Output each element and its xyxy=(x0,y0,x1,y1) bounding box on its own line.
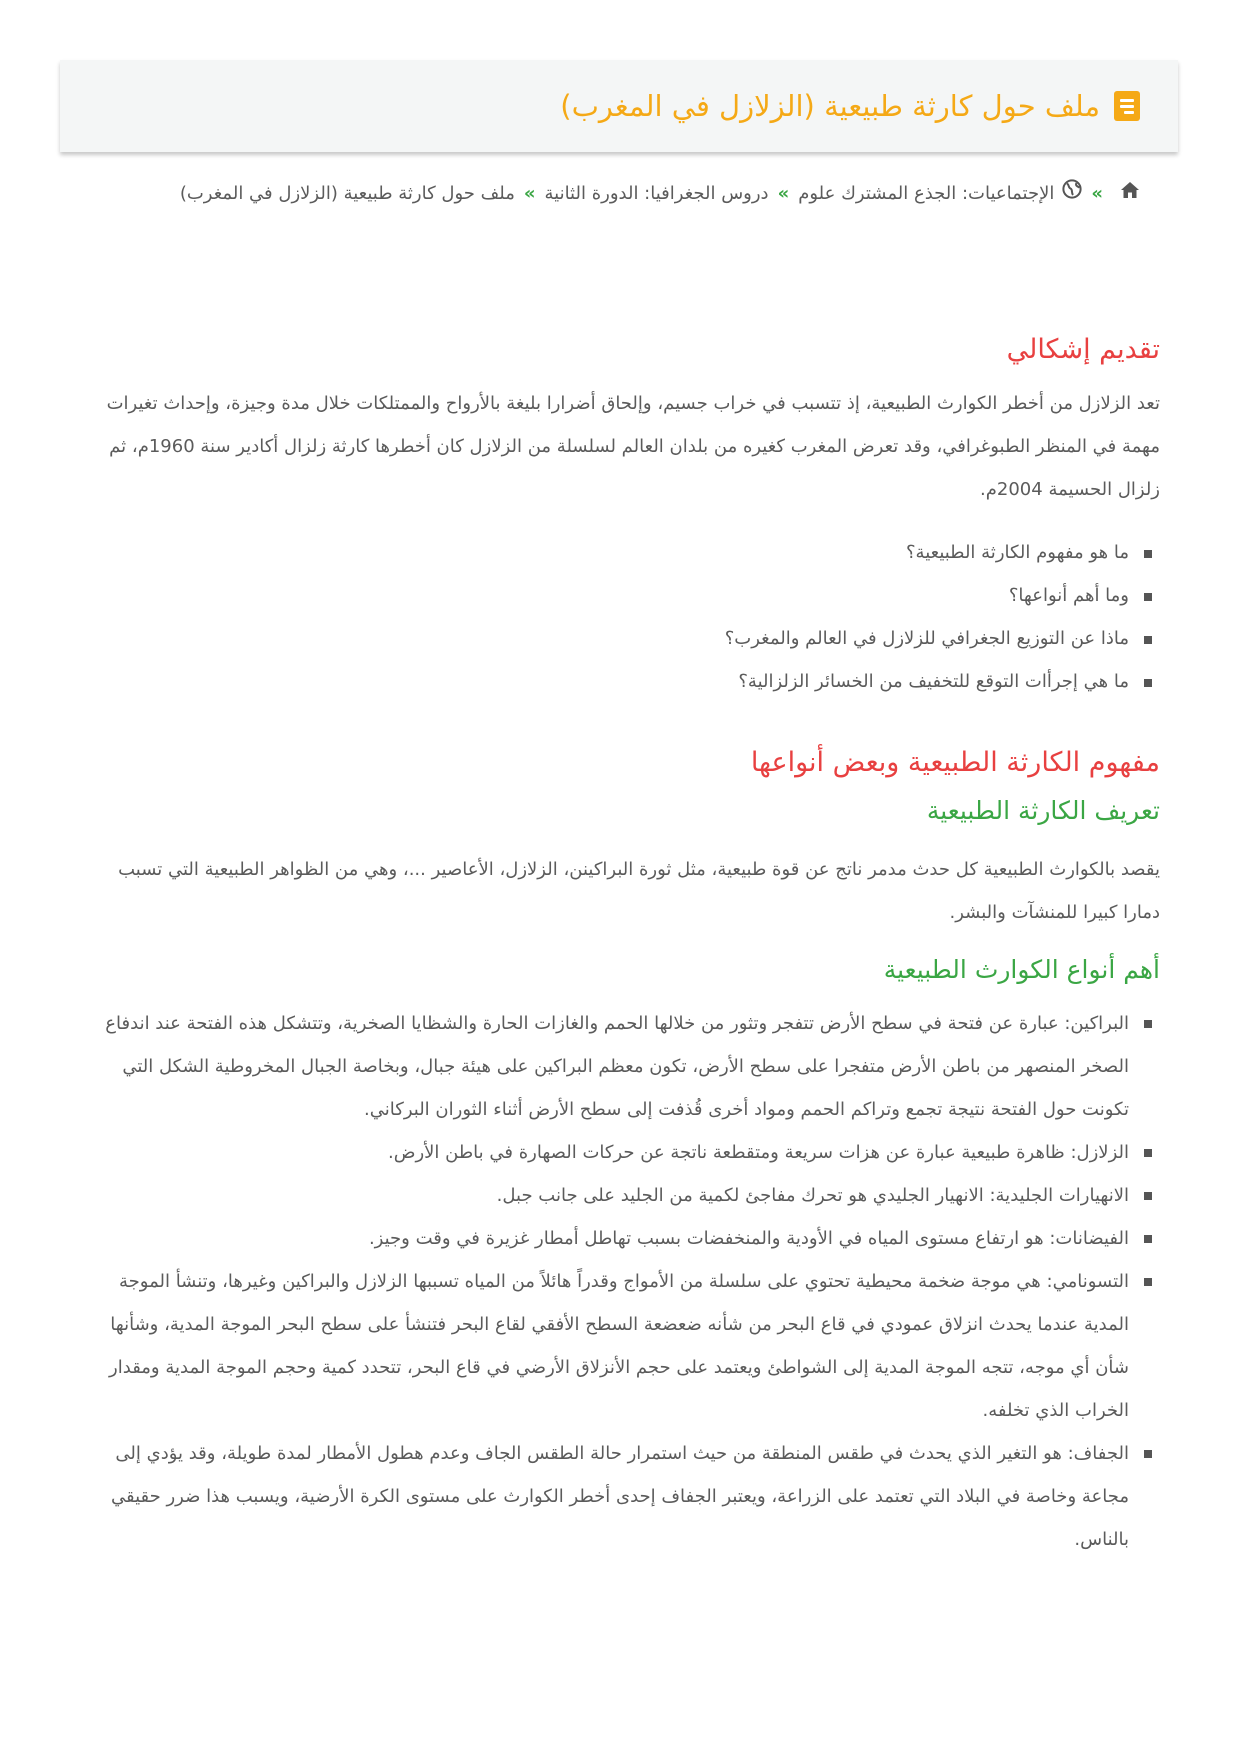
concept-heading: مفهوم الكارثة الطبيعية وبعض أنواعها xyxy=(750,747,1160,778)
list-item: التسونامي: هي موجة ضخمة محيطية تحتوي على سلسلة من الأمواج وقدراً هائلاً من المياه تسببها الزلازل والبراكين وغيرها، وتنشأ الموجة المدية عندما يحدث انزلاق عمودي في قاع البحر من شأنه ضعضعة السطح الأفقي لقاع البحر فتنشأ على سطح البحر الموجة المدية، وشأنها شأن أي موجه، تتجه الموجة المدية إلى الشواطئ ويعتمد على حجم الأنزلاق الأرضي في قاع البحر، تتحدد كمية وحجم الموجة المدية ومقدار الخراب الذي تخلفه. xyxy=(90,1260,1129,1432)
list-item: الزلازل: ظاهرة طبيعية عبارة عن هزات سريعة ومتقطعة ناتجة عن حركات الصهارة في باطن الأرض. xyxy=(90,1131,1129,1174)
intro-heading: تقديم إشكالي xyxy=(1006,334,1160,365)
list-item: ماذا عن التوزيع الجغرافي للزلازل في العالم والمغرب؟ xyxy=(90,617,1129,660)
list-item: الجفاف: هو التغير الذي يحدث في طقس المنطقة من حيث استمرار حالة الطقس الجاف وعدم هطول الأمطار لمدة طويلة، وقد يؤدي إلى مجاعة وخاصة في البلاد التي تعتمد على الزراعة، ويعتبر الجفاف إحدى أخطر الكوارث على مستوى الكرة الأرضية، ويسبب هذا ضرر حقيقي بالناس. xyxy=(90,1432,1129,1561)
types-heading: أهم أنواع الكوارث الطبيعية xyxy=(883,955,1160,984)
intro-paragraph: تعد الزلازل من أخطر الكوارث الطبيعية، إذ تتسبب في خراب جسيم، وإلحاق أضرارا بليغة بالأرواح والممتلكات خلال مدة وجيزة، وإحداث تغيرات مهمة في المنظر الطبوغرافي، وقد تعرض المغرب كغيره من بلدان العالم لسلسلة من الزلازل كان أخطرها كارثة زلزال أكادير سنة 1960م، ثم زلزال الحسيمة 2004م. xyxy=(106,393,1160,500)
page-header xyxy=(60,60,1178,152)
list-item: الفيضانات: هو ارتفاع مستوى المياه في الأودية والمنخفضات بسبب تهاطل أمطار غزيرة في وقت وجيز. xyxy=(90,1217,1129,1260)
breadcrumb-separator: » xyxy=(777,183,790,204)
home-icon[interactable] xyxy=(1120,172,1140,216)
list-item: ما هو مفهوم الكارثة الطبيعية؟ xyxy=(90,531,1129,574)
breadcrumb-item-geography-lessons[interactable]: دروس الجغرافيا: الدورة الثانية xyxy=(544,183,769,204)
intro-questions-list xyxy=(90,531,1160,703)
breadcrumb-item-social-studies[interactable]: الإجتماعيات: الجذع المشترك علوم xyxy=(798,183,1055,204)
list-item: وما أهم أنواعها؟ xyxy=(90,574,1129,617)
globe-icon xyxy=(1062,172,1082,216)
breadcrumb-separator: » xyxy=(523,183,536,204)
breadcrumb-item-current: ملف حول كارثة طبيعية (الزلازل في المغرب) xyxy=(179,183,515,204)
list-item: البراكين: عبارة عن فتحة في سطح الأرض تتفجر وتثور من خلالها الحمم والغازات الحارة والشظايا الصخرية، وتتشكل هذه الفتحة عند اندفاع الصخر المنصهر من باطن الأرض متفجرا على سطح الأرض، تكون معظم البراكين على هيئة جبال، وبخاصة الجبال المخروطية الشكل التي تكونت حول الفتحة نتيجة تجمع وتراكم الحمم ومواد أخرى قُذفت إلى سطح الأرض أثناء الثوران البركاني. xyxy=(90,1002,1129,1131)
definition-heading: تعريف الكارثة الطبيعية xyxy=(926,796,1160,825)
breadcrumb-separator: » xyxy=(1091,183,1103,204)
article-content xyxy=(90,330,1160,1561)
definition-paragraph: يقصد بالكوارث الطبيعية كل حدث مدمر ناتج عن قوة طبيعية، مثل ثورة البراكينن، الزلازل، الأعاصير ...، وهي من الظواهر الطبيعية التي تسبب دمارا كبيرا للمنشآت والبشر. xyxy=(118,859,1160,923)
page-title: ملف حول كارثة طبيعية (الزلازل في المغرب) xyxy=(560,88,1100,123)
list-item: الانهيارات الجليدية: الانهيار الجليدي هو تحرك مفاجئ لكمية من الجليد على جانب جبل. xyxy=(90,1174,1129,1217)
document-icon xyxy=(1114,91,1140,121)
disaster-types-list xyxy=(90,1002,1160,1561)
list-item: ما هي إجرأات التوقع للتخفيف من الخسائر الزلزالية؟ xyxy=(90,660,1129,703)
breadcrumb xyxy=(130,172,1140,216)
